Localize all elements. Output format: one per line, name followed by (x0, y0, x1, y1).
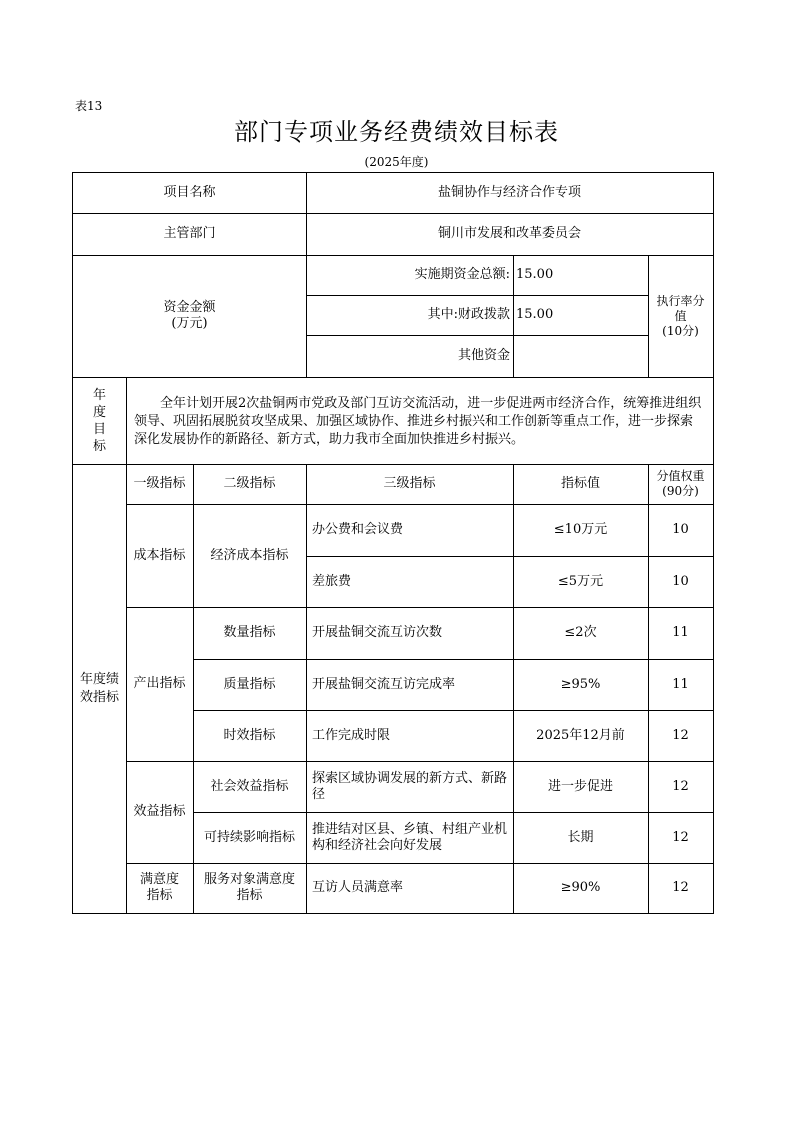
header-level3: 三级指标 (383, 476, 436, 491)
group-benefit: 效益指标 (133, 804, 186, 819)
indicator-weight: 12 (672, 829, 689, 845)
indicator-value: 进一步促进 (547, 778, 613, 794)
level2-economic-cost: 经济成本指标 (210, 547, 289, 563)
indicator-weight: 11 (672, 676, 689, 692)
level3-cell: 互访人员满意率 (312, 880, 404, 895)
indicator-value: ≤5万元 (557, 573, 604, 589)
annual-goal-text: 全年计划开展2次盐铜两市党政及部门互访交流活动，进一步促进两市经济合作，统筹推进组织领导、巩固拓展脱贫攻坚成果、加强区域协作、推进乡村振兴和工作创新等重点工作，进一步探索深化发展协作的新路径、新方式，助力我市全面加快推进乡村振兴。 (134, 396, 702, 447)
annual-goal-label: 年 度 目 标 (92, 387, 106, 454)
level3-cell: 开展盐铜交流互访完成率 (312, 676, 456, 692)
level2-quality: 质量指标 (223, 676, 276, 692)
other-funds-label: 其他资金 (457, 348, 510, 363)
level3-cell: 工作完成时限 (312, 727, 391, 743)
project-name-label: 项目名称 (163, 185, 216, 200)
total-funds-label: 实施期资金总额: (414, 267, 510, 282)
year-label: (2025年度) (364, 155, 429, 169)
table-number: 表13 (75, 99, 103, 113)
indicator-value: ≥90% (560, 880, 601, 895)
group-cost: 成本指标 (133, 547, 186, 563)
funds-label: 资金金额 (万元) (163, 300, 216, 331)
indicator-weight: 12 (672, 880, 689, 895)
group-output: 产出指标 (133, 676, 186, 691)
level3-cell: 探索区域协调发展的新方式、新路径 (312, 770, 508, 802)
level2-sustainable: 可持续影响指标 (203, 829, 295, 845)
fiscal-funds-value: 15.00 (516, 307, 554, 322)
fiscal-funds-label: 其中:财政拨款 (427, 307, 510, 322)
indicator-weight: 11 (672, 625, 689, 640)
level2-timeliness: 时效指标 (223, 727, 276, 743)
indicator-value: ≥95% (560, 676, 601, 692)
indicator-weight: 10 (672, 573, 689, 589)
header-level1: 一级指标 (133, 476, 186, 491)
dept-label: 主管部门 (163, 226, 216, 241)
level3-cell: 推进结对区县、乡镇、村组产业机构和经济社会向好发展 (312, 821, 508, 853)
indicator-value: ≤10万元 (553, 522, 608, 537)
level3-cell: 办公费和会议费 (312, 522, 404, 537)
indicator-weight: 12 (672, 727, 689, 743)
indicator-value: ≤2次 (564, 625, 597, 640)
performance-table (72, 172, 714, 914)
project-name-value: 盐铜协作与经济合作专项 (437, 185, 581, 200)
indicator-value: 长期 (567, 829, 594, 845)
total-funds-value: 15.00 (516, 267, 554, 282)
level3-cell: 差旅费 (312, 573, 352, 589)
header-level2: 二级指标 (223, 476, 276, 491)
dept-value: 铜川市发展和改革委员会 (437, 226, 581, 241)
indicator-value: 2025年12月前 (536, 727, 625, 743)
other-funds-value (513, 335, 648, 377)
level2-quantity: 数量指标 (223, 625, 276, 640)
group-satisfaction: 满意度 指标 (139, 872, 179, 903)
header-value: 指标值 (560, 476, 600, 491)
execution-rate-label: 执行率分值 (10分) (656, 293, 705, 338)
indicators-section-label: 年度绩 效指标 (79, 671, 119, 705)
level2-social: 社会效益指标 (210, 778, 289, 794)
indicator-weight: 10 (672, 522, 689, 537)
level2-service-satisfaction: 服务对象满意度 指标 (203, 872, 295, 903)
indicator-weight: 12 (672, 778, 689, 794)
page-title: 部门专项业务经费绩效目标表 (234, 118, 559, 146)
header-weight: 分值权重 (90分) (656, 469, 705, 498)
level3-cell: 开展盐铜交流互访次数 (312, 625, 443, 640)
